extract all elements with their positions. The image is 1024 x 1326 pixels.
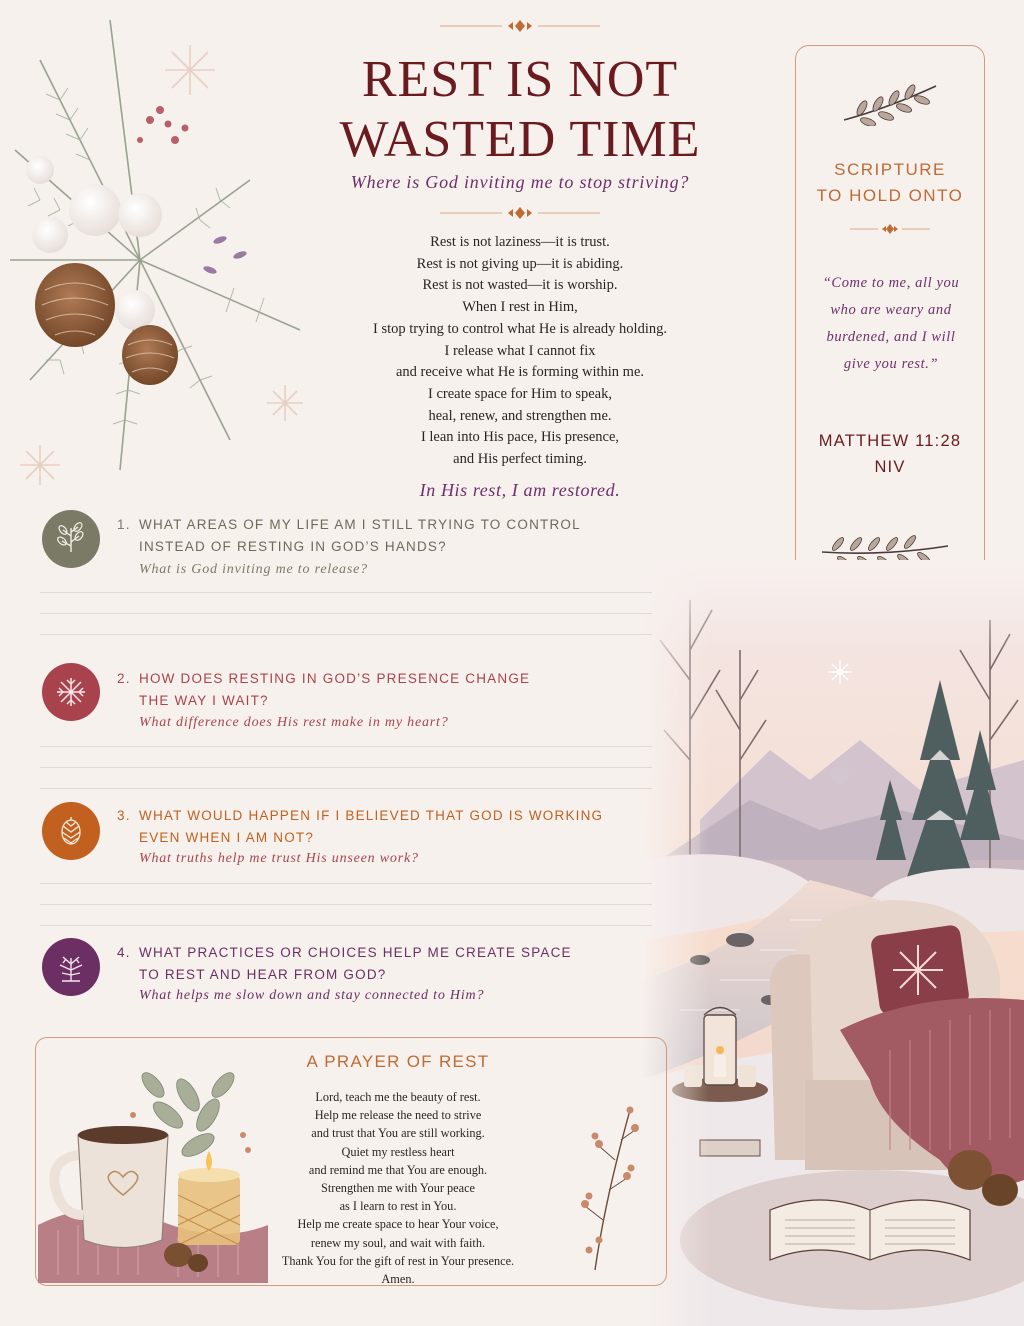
answer-line[interactable] xyxy=(40,746,652,747)
page-title xyxy=(300,50,740,170)
prayer-line: Amen. xyxy=(381,1272,415,1287)
question-4-icon-circle xyxy=(42,938,100,996)
answer-line[interactable] xyxy=(40,592,652,593)
question-4-text xyxy=(139,942,619,986)
question-3-text xyxy=(139,805,619,849)
intro-line: I create space for Him to speak, xyxy=(428,385,612,402)
intro-line: Rest is not laziness—it is trust. xyxy=(430,234,610,250)
intro-line: I stop trying to control what He is already holding. xyxy=(373,320,667,337)
intro-poem xyxy=(300,232,740,471)
snowflake-icon xyxy=(54,675,88,709)
question-2-number: 2. xyxy=(117,671,131,686)
question-4-line-1: WHAT PRACTICES OR CHOICES HELP ME CREATE SPACE xyxy=(139,945,572,960)
prayer-line: Lord, teach me the beauty of rest. xyxy=(315,1090,481,1104)
title-line-1: REST IS NOT xyxy=(361,51,679,108)
intro-line: When I rest in Him, xyxy=(462,299,578,316)
verse-line: give you rest.” xyxy=(843,356,939,372)
mug-candle-illustration xyxy=(38,1055,268,1283)
intro-closing: In His rest, I am restored. xyxy=(419,480,621,500)
question-3-icon-circle xyxy=(42,802,100,860)
reference-line-1: MATTHEW 11:28 xyxy=(818,432,962,450)
scripture-reference xyxy=(798,428,982,480)
prayer-line: Quiet my restless heart xyxy=(341,1144,455,1159)
question-1-line-1: WHAT AREAS OF MY LIFE AM I STILL TRYING TO CONTROL xyxy=(139,517,581,532)
answer-line[interactable] xyxy=(40,613,652,614)
question-3-number: 3. xyxy=(117,808,131,823)
answer-line[interactable] xyxy=(40,904,652,905)
intro-line: Rest is not wasted—it is worship. xyxy=(422,277,618,294)
answer-line[interactable] xyxy=(40,767,652,768)
intro-line: I lean into His pace, His presence, xyxy=(420,429,620,446)
sprig-icon xyxy=(54,522,88,556)
title-line-2: WASTED TIME xyxy=(339,111,701,168)
prayer-line: Help me create space to hear Your voice, xyxy=(297,1217,499,1232)
winter-river-armchair-illustration xyxy=(640,560,1024,1326)
prayer-text xyxy=(268,1088,528,1288)
question-4-subprompt: What helps me slow down and stay connected to Him? xyxy=(139,988,485,1003)
scripture-heading-line-1: SCRIPTURE xyxy=(834,160,946,179)
floral-arrangement-illustration xyxy=(0,0,320,500)
tree-icon xyxy=(54,950,88,984)
question-1-subprompt: What is God inviting me to release? xyxy=(139,562,368,577)
question-3-line-1: WHAT WOULD HAPPEN IF I BELIEVED THAT GOD IS WORKING xyxy=(139,808,604,823)
page-subtitle: Where is God inviting me to stop striving? xyxy=(350,172,690,192)
subtitle-ornament xyxy=(440,205,600,221)
question-2-line-1: HOW DOES RESTING IN GOD’S PRESENCE CHANGE xyxy=(139,671,531,686)
prayer-line: and remind me that You are enough. xyxy=(308,1162,488,1177)
prayer-line: renew my soul, and wait with faith. xyxy=(310,1235,486,1250)
scripture-heading xyxy=(798,157,982,209)
intro-line: I release what I cannot fix xyxy=(444,342,596,359)
scripture-heading-line-2: TO HOLD ONTO xyxy=(816,186,964,205)
question-1-text xyxy=(139,514,619,558)
verse-line: who are weary and xyxy=(830,302,952,318)
question-3-subprompt: What truths help me trust His unseen work? xyxy=(139,851,419,866)
answer-line[interactable] xyxy=(40,883,652,884)
scripture-verse xyxy=(806,270,976,378)
scripture-ornament xyxy=(850,222,930,236)
intro-line: and receive what He is forming within me. xyxy=(395,364,645,381)
prayer-title: A PRAYER OF REST xyxy=(306,1052,490,1071)
question-2-text xyxy=(139,668,619,712)
question-1-number: 1. xyxy=(117,517,131,532)
question-2-icon-circle xyxy=(42,663,100,721)
question-3-line-2: EVEN WHEN I AM NOT? xyxy=(139,830,315,845)
question-2-subprompt: What difference does His rest make in my heart? xyxy=(139,715,449,730)
verse-line: “Come to me, all you xyxy=(822,275,960,291)
answer-line[interactable] xyxy=(40,925,652,926)
question-1-icon-circle xyxy=(42,510,100,568)
berry-sprig-icon xyxy=(575,1100,645,1275)
question-4-number: 4. xyxy=(117,945,131,960)
prayer-line: and trust that You are still working. xyxy=(311,1126,485,1141)
intro-line: and His perfect timing. xyxy=(453,451,587,468)
reference-line-2: NIV xyxy=(874,458,906,476)
question-2-line-2: THE WAY I WAIT? xyxy=(139,693,269,708)
top-ornament xyxy=(440,18,600,34)
answer-line[interactable] xyxy=(40,634,652,635)
intro-line: heal, renew, and strengthen me. xyxy=(428,407,612,424)
pinecone-icon xyxy=(54,814,88,848)
intro-line: Rest is not giving up—it is abiding. xyxy=(416,255,624,272)
question-1-line-2: INSTEAD OF RESTING IN GOD’S HANDS? xyxy=(139,539,447,554)
prayer-line: as I learn to rest in You. xyxy=(339,1199,457,1214)
prayer-line: Thank You for the gift of rest in Your presence. xyxy=(281,1253,515,1268)
olive-branch-icon xyxy=(838,78,942,126)
prayer-line: Help me release the need to strive xyxy=(314,1108,482,1123)
question-4-line-2: TO REST AND HEAR FROM GOD? xyxy=(139,967,387,982)
verse-line: burdened, and I will xyxy=(826,329,956,345)
prayer-line: Strengthen me with Your peace xyxy=(320,1181,476,1196)
answer-line[interactable] xyxy=(40,788,652,789)
